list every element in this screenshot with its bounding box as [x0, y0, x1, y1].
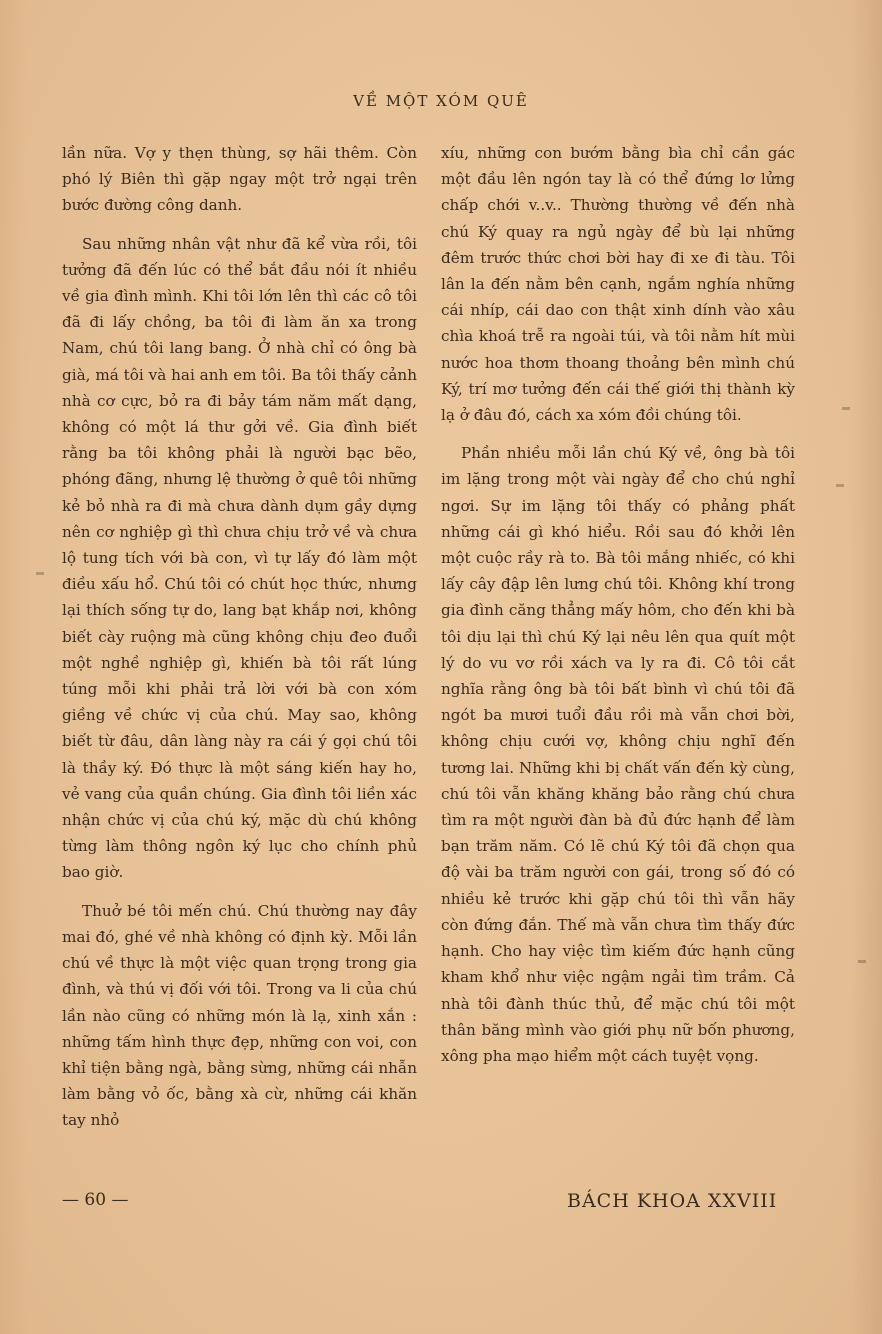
- page-number: — 60 —: [62, 1190, 129, 1210]
- left-paragraph-3: Thuở bé tôi mến chú. Chú thường nay đây mai đó, ghé về nhà không có định kỳ. Mỗi lần chú về thực là một việc quan trọng trong gia đình, và thú vị đối với tôi. Trong va li của chú lần nào cũng có những món là lạ, xinh xắn : những tấm hình thực đẹp, những con voi, con khỉ tiện bằng ngà, bằng sừng, những cái nhẫn làm bằng vỏ ốc, bằng xà cừ, những cái khăn tay nhỏ: [62, 901, 417, 1130]
- right-column: [441, 140, 795, 1069]
- right-paragraph-2: Phần nhiều mỗi lần chú Ký về, ông bà tôi im lặng trong một vài ngày để cho chú nghỉ ngơi. Sự im lặng tôi thấy có phảng phất những cái gì khó hiểu. Rồi sau đó khởi lên một cuộc rầy rà to. Bà tôi mắng nhiếc, có khi lấy cây đập lên lưng chú tôi. Không khí trong gia đình căng thẳng mấy hôm, cho đến khi bà tôi dịu lại thì chú Ký lại nêu lên qua quít một lý do vu vơ rồi xách va ly ra đi. Cô tôi cắt nghĩa rằng ông bà tôi bất bình vì chú tôi đã ngót ba mươi tuổi đầu rồi mà vẫn chơi bời, không chịu cưới vợ, không chịu nghĩ đến tương lai. Những khi bị chất vấn đến kỳ cùng, chú tôi vẫn khăng khăng bảo rằng chú chưa tìm ra một người đàn bà đủ đức hạnh để làm bạn trăm năm. Có lẽ chú Ký tôi đã chọn qua độ vài ba trăm người con gái, trong số đó có nhiều kẻ trước khi gặp chú tôi thì vẫn hãy còn đứng đắn. Thế mà vẫn chưa tìm thấy đức hạnh. Cho hay việc tìm kiếm đức hạnh cũng kham khổ như việc ngậm ngải tìm trầm. Cả nhà tôi đành thúc thủ, để mặc chú tôi một thân băng mình vào giới phụ nữ bốn phương, xông pha mạo hiểm một cách tuyệt vọng.: [441, 444, 795, 1065]
- edge-speck: [836, 484, 844, 487]
- edge-speck: [858, 960, 866, 963]
- left-paragraph-2: Sau những nhân vật như đã kể vừa rồi, tôi tưởng đã đến lúc có thể bắt đầu nói ít nhiều về gia đình mình. Khi tôi lớn lên thì các cô tôi đã đi lấy chồng, ba tôi đi làm ăn xa trong Nam, chú tôi lang bang. Ở nhà chỉ có ông bà già, má tôi và hai anh em tôi. Ba tôi thấy cảnh nhà cơ cực, bỏ ra đi bảy tám năm mất dạng, không có một lá thư gởi về. Gia đình biết rằng ba tôi không phải là người bạc bẽo, phóng đãng, nhưng lệ thường ở quê tôi những kẻ bỏ nhà ra đi mà chưa dành dụm gầy dựng nên cơ nghiệp gì thì chưa chịu trở về và chưa lộ tung tích với bà con, vì tự lấy đó làm một điều xấu hổ. Chú tôi có chút học thức, nhưng lại thích sống tự do, lang bạt khắp nơi, không biết cày ruộng mà cũng không chịu đeo đuổi một nghề nghiệp gì, khiến bà tôi rất lúng túng mỗi khi phải trả lời với bà con xóm giềng về chức vị của chú. May sao, không biết từ đâu, dân làng này ra cái ý gọi chú tôi là thầy ký. Đó thực là một sáng kiến hay ho, vẻ vang của quần chúng. Gia đình tôi liền xác nhận chức vị của chú ký, mặc dù chú không từng làm thông ngôn ký lục cho chính phủ bao giờ.: [62, 234, 417, 882]
- magazine-title: BÁCH KHOA XXVIII: [567, 1190, 778, 1212]
- edge-speck: [36, 572, 44, 575]
- edge-speck: [842, 407, 850, 410]
- left-paragraph-1: lần nữa. Vợ y thẹn thùng, sợ hãi thêm. Còn phó lý Biên thì gặp ngay một trở ngại trên bước đường công danh.: [62, 144, 417, 215]
- running-header: VỀ MỘT XÓM QUÊ: [353, 92, 529, 110]
- left-column: [62, 140, 417, 1134]
- right-paragraph-1: xíu, những con bướm bằng bìa chỉ cần gác một đầu lên ngón tay là có thể đứng lơ lửng chấp chới v..v.. Thường thường về đến nhà chú Ký quay ra ngủ ngày để bù lại những đêm trước thức chơi bời hay đi xe đi tàu. Tôi lân la đến nằm bên cạnh, ngắm nghía những cái nhíp, cái dao con thật xinh dính vào xâu chìa khoá trễ ra ngoài túi, và tôi nằm hít mùi nước hoa thơm thoang thoảng bên mình chú Ký, trí mơ tưởng đến cái thế giới thị thành kỳ lạ ở đâu đó, cách xa xóm đồi chúng tôi.: [441, 144, 795, 425]
